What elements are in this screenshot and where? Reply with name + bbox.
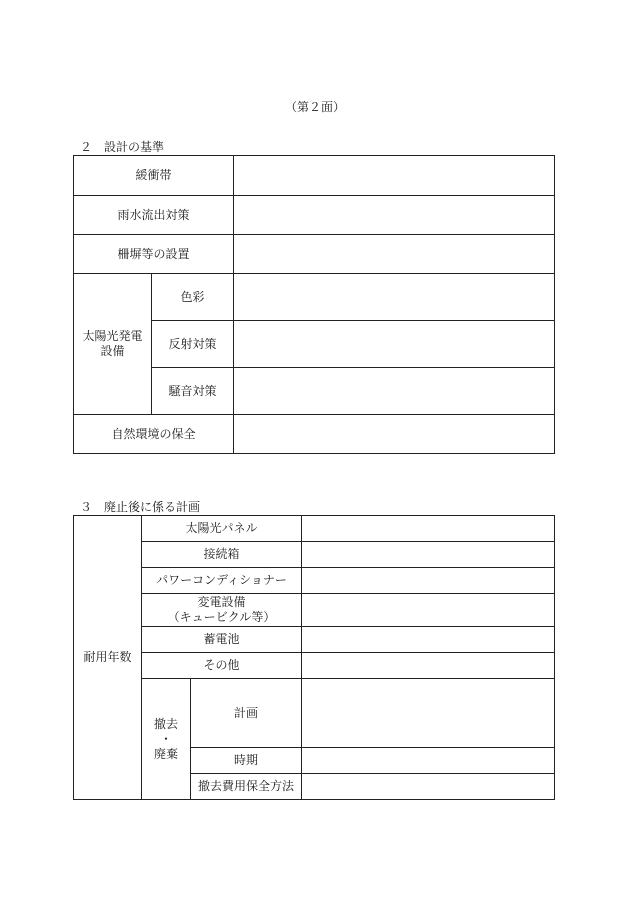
table-row: [74, 594, 555, 627]
label-reflection: 反射対策: [152, 321, 234, 368]
label-solar-panel: 太陽光パネル: [142, 516, 302, 542]
decommission-plan-table: [73, 515, 555, 800]
field-battery[interactable]: [302, 627, 555, 653]
removal-line2: 廃棄: [153, 746, 178, 761]
label-timing: 時期: [191, 748, 302, 774]
removal-line1: 撤去: [153, 716, 178, 731]
field-buffer-zone[interactable]: [234, 156, 555, 196]
table-row: [74, 415, 555, 454]
field-rainwater-runoff[interactable]: [234, 196, 555, 235]
label-power-conditioner: パワーコンディショナー: [142, 568, 302, 594]
label-battery: 蓄電池: [142, 627, 302, 653]
label-plan: 計画: [191, 679, 302, 748]
field-fence-installation[interactable]: [234, 235, 555, 274]
field-reflection[interactable]: [234, 321, 555, 368]
table-row: [74, 653, 555, 679]
field-junction-box[interactable]: [302, 542, 555, 568]
field-substation[interactable]: [302, 594, 555, 627]
table-row: [74, 679, 555, 748]
field-power-conditioner[interactable]: [302, 568, 555, 594]
label-rainwater-runoff: 雨水流出対策: [74, 196, 234, 235]
table-row: [74, 235, 555, 274]
substation-line2: （キュービクル等）: [167, 610, 276, 624]
field-natural-environment[interactable]: [234, 415, 555, 454]
table-row: [74, 156, 555, 196]
field-solar-panel[interactable]: [302, 516, 555, 542]
section-title-design-criteria: ２ 設計の基準: [80, 140, 165, 154]
field-timing[interactable]: [302, 748, 555, 774]
table-row: [74, 196, 555, 235]
table-row: [74, 542, 555, 568]
label-useful-life: 耐用年数: [74, 516, 142, 800]
field-plan[interactable]: [302, 679, 555, 748]
removal-dot: ・: [159, 731, 172, 746]
field-removal-cost-method[interactable]: [302, 774, 555, 800]
design-criteria-table: [73, 155, 555, 454]
substation-line1: 変電設備: [197, 595, 246, 609]
label-substation: [142, 594, 302, 627]
table-row: [74, 568, 555, 594]
label-other: その他: [142, 653, 302, 679]
label-fence-installation: 柵塀等の設置: [74, 235, 234, 274]
page-label: （第２面）: [284, 100, 345, 114]
field-color[interactable]: [234, 274, 555, 321]
label-removal-disposal: [142, 679, 191, 800]
label-solar-equipment-group: [74, 274, 152, 415]
label-junction-box: 接続箱: [142, 542, 302, 568]
field-other[interactable]: [302, 653, 555, 679]
label-removal-cost-method: 撤去費用保全方法: [191, 774, 302, 800]
table-row: [74, 627, 555, 653]
table-row: [74, 516, 555, 542]
label-noise: 騒音対策: [152, 368, 234, 415]
label-color: 色彩: [152, 274, 234, 321]
table-row: [74, 274, 555, 321]
field-noise[interactable]: [234, 368, 555, 415]
label-buffer-zone: 緩衝帯: [74, 156, 234, 196]
solar-group-line1: 太陽光発電: [82, 329, 143, 343]
solar-group-line2: 設備: [100, 344, 125, 358]
label-natural-environment: 自然環境の保全: [74, 415, 234, 454]
section-title-decommission-plan: ３ 廃止後に係る計画: [80, 500, 201, 514]
